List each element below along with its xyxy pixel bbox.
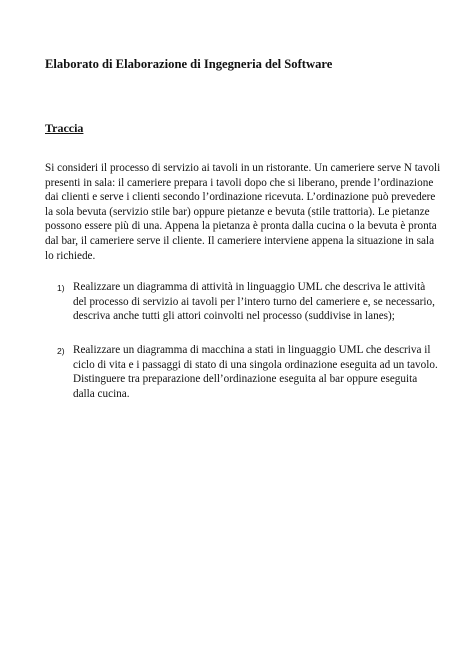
intro-line: dai clienti e serve i clienti secondo l’ordinazione ricevuta. L’ordinazione può prevedere (45, 191, 436, 204)
document-title: Elaborato di Elaborazione di Ingegneria del Software (45, 57, 333, 71)
intro-line: lo richiede. (45, 249, 96, 262)
list-item-line: descriva anche tutti gli attori coinvolti nel processo (suddivise in lanes); (73, 310, 395, 323)
list-item-line: Distinguere tra preparazione dell’ordinazione eseguita al bar oppure eseguita (73, 373, 418, 386)
list-item-text (73, 343, 437, 401)
list-item-text (73, 280, 437, 324)
list-item-line: del processo di servizio ai tavoli per l’intero turno del cameriere e, se necessario, (73, 295, 435, 308)
intro-line: Si consideri il processo di servizio ai tavoli in un ristorante. Un cameriere serve N tavoli (45, 162, 441, 174)
list-item-line: Realizzare un diagramma di macchina a stati in linguaggio UML che descriva il (73, 344, 431, 356)
list-item-line: Realizzare un diagramma di attività in linguaggio UML che descriva le attività (73, 281, 426, 293)
intro-line: dal bar, il cameriere serve il cliente. Il cameriere interviene appena la situazione in sala (45, 234, 435, 247)
intro-paragraph (45, 161, 441, 263)
list-item-line: ciclo di vita e i passaggi di stato di una singola ordinazione eseguita ad un tavolo. (73, 358, 438, 371)
intro-line: la sola bevuta (servizio stile bar) oppure pietanze e bevuta (stile trattoria). Le pietanze (45, 205, 430, 218)
section-heading-traccia: Traccia (45, 121, 84, 135)
list-item-number: 1) (57, 283, 65, 293)
list-item-line: dalla cucina. (73, 387, 130, 400)
intro-line: presenti in sala: il cameriere prepara i tavoli dopo che si liberano, prende l’ordinazione (45, 176, 434, 189)
list-item-number: 2) (57, 346, 65, 356)
intro-line: possono essere più di una. Appena la pietanza è pronta dalla cucina o la bevuta è pronta (45, 220, 437, 233)
